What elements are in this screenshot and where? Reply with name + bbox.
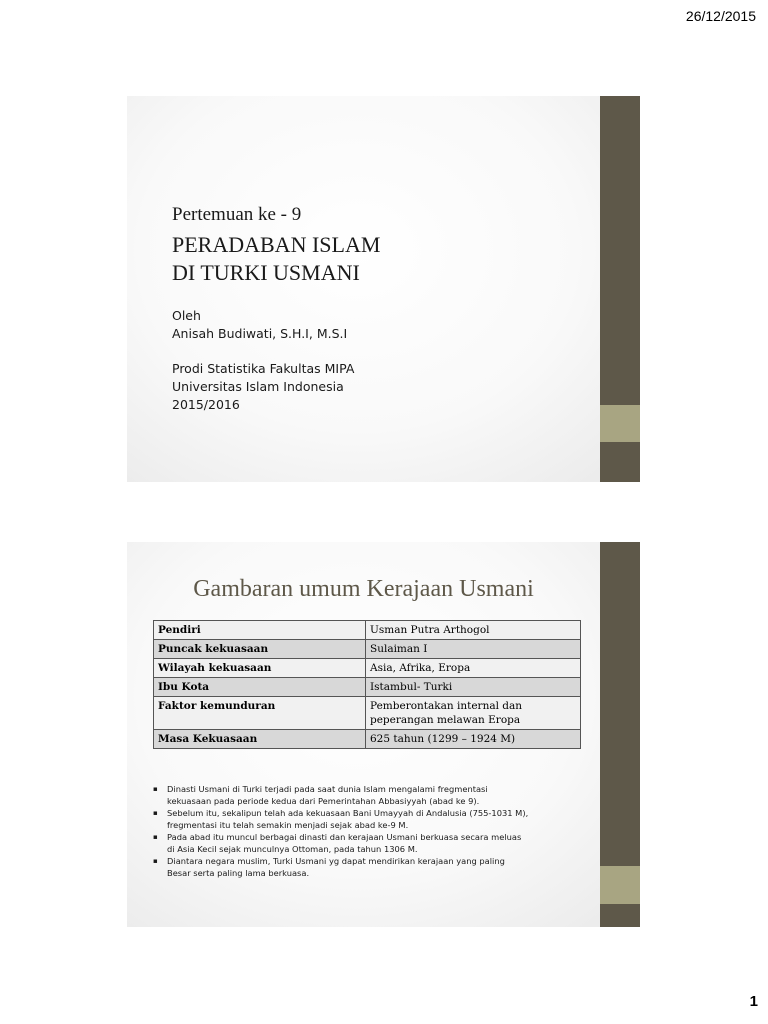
list-item-line: di Asia Kecil sejak munculnya Ottoman, pada tahun 1306 M. <box>167 844 418 854</box>
slide-side-accent <box>600 405 640 442</box>
overview-table <box>153 620 581 749</box>
table-row <box>154 640 581 659</box>
list-item-line: Pada abad itu muncul berbagai dinasti dan kerajaan Usmani berkuasa secara meluas <box>167 832 522 842</box>
table-value-line: Istambul- Turki <box>370 681 453 693</box>
table-key-cell: Masa Kekuasaan <box>154 730 366 749</box>
table-value-cell <box>366 659 581 678</box>
list-item-line: Diantara negara muslim, Turki Usmani yg dapat mendirikan kerajaan yang paling <box>167 856 505 866</box>
slide-title-text <box>172 231 380 287</box>
table-row <box>154 697 581 730</box>
author-label: Oleh <box>172 308 201 323</box>
list-item-line: Dinasti Usmani di Turki terjadi pada saat dunia Islam mengalami fregmentasi <box>167 784 488 794</box>
bullet-icon: ▪ <box>153 857 158 865</box>
bullet-icon: ▪ <box>153 809 158 817</box>
page-number: 1 <box>749 993 758 1010</box>
slide-heading: Gambaran umum Kerajaan Usmani <box>193 576 534 602</box>
affiliation-line: Prodi Statistika Fakultas MIPA <box>172 361 355 376</box>
table-value-line: 625 tahun (1299 – 1924 M) <box>370 733 516 745</box>
bullet-list <box>149 783 589 879</box>
bullet-icon: ▪ <box>153 833 158 841</box>
slide-side-accent <box>600 866 640 904</box>
table-value-line: Usman Putra Arthogol <box>370 624 490 636</box>
table-value-line: Asia, Afrika, Eropa <box>370 662 471 674</box>
table-value-line: Pemberontakan internal dan <box>370 700 523 712</box>
table-key-cell: Pendiri <box>154 621 366 640</box>
title-line: DI TURKI USMANI <box>172 260 360 285</box>
table-value-cell <box>366 621 581 640</box>
author-info <box>172 307 354 414</box>
list-item <box>149 855 589 879</box>
slide-overview <box>127 542 640 927</box>
list-item-line: fregmentasi itu telah semakin menjadi sejak abad ke-9 M. <box>167 820 409 830</box>
bullet-icon: ▪ <box>153 785 158 793</box>
table-value-cell <box>366 678 581 697</box>
list-item-line: Besar serta paling lama berkuasa. <box>167 868 310 878</box>
list-item-line: Sebelum itu, sekalipun telah ada kekuasaan Bani Umayyah di Andalusia (755-1031 M), <box>167 808 529 818</box>
table-value-cell <box>366 640 581 659</box>
table-value-line: Sulaiman I <box>370 643 428 655</box>
affiliation-line: Universitas Islam Indonesia <box>172 379 344 394</box>
table-key-cell: Wilayah kekuasaan <box>154 659 366 678</box>
table-key-cell: Puncak kekuasaan <box>154 640 366 659</box>
page-date: 26/12/2015 <box>685 8 756 24</box>
list-item <box>149 807 589 831</box>
list-item <box>149 783 589 807</box>
slide-subtitle: Pertemuan ke - 9 <box>172 204 302 225</box>
table-key-cell: Ibu Kota <box>154 678 366 697</box>
title-line: PERADABAN ISLAM <box>172 232 381 257</box>
table-value-cell <box>366 730 581 749</box>
table-value-line: peperangan melawan Eropa <box>370 714 521 726</box>
table-row <box>154 659 581 678</box>
table-row <box>154 730 581 749</box>
slide-title <box>127 96 640 482</box>
table-value-cell <box>366 697 581 730</box>
author-name: Anisah Budiwati, S.H.I, M.S.I <box>172 326 348 341</box>
table-key-cell: Faktor kemunduran <box>154 697 366 730</box>
list-item-line: kekuasaan pada periode kedua dari Pemerintahan Abbasiyyah (abad ke 9). <box>167 796 480 806</box>
list-item <box>149 831 589 855</box>
table-row <box>154 678 581 697</box>
affiliation-line: 2015/2016 <box>172 397 240 412</box>
table-row <box>154 621 581 640</box>
